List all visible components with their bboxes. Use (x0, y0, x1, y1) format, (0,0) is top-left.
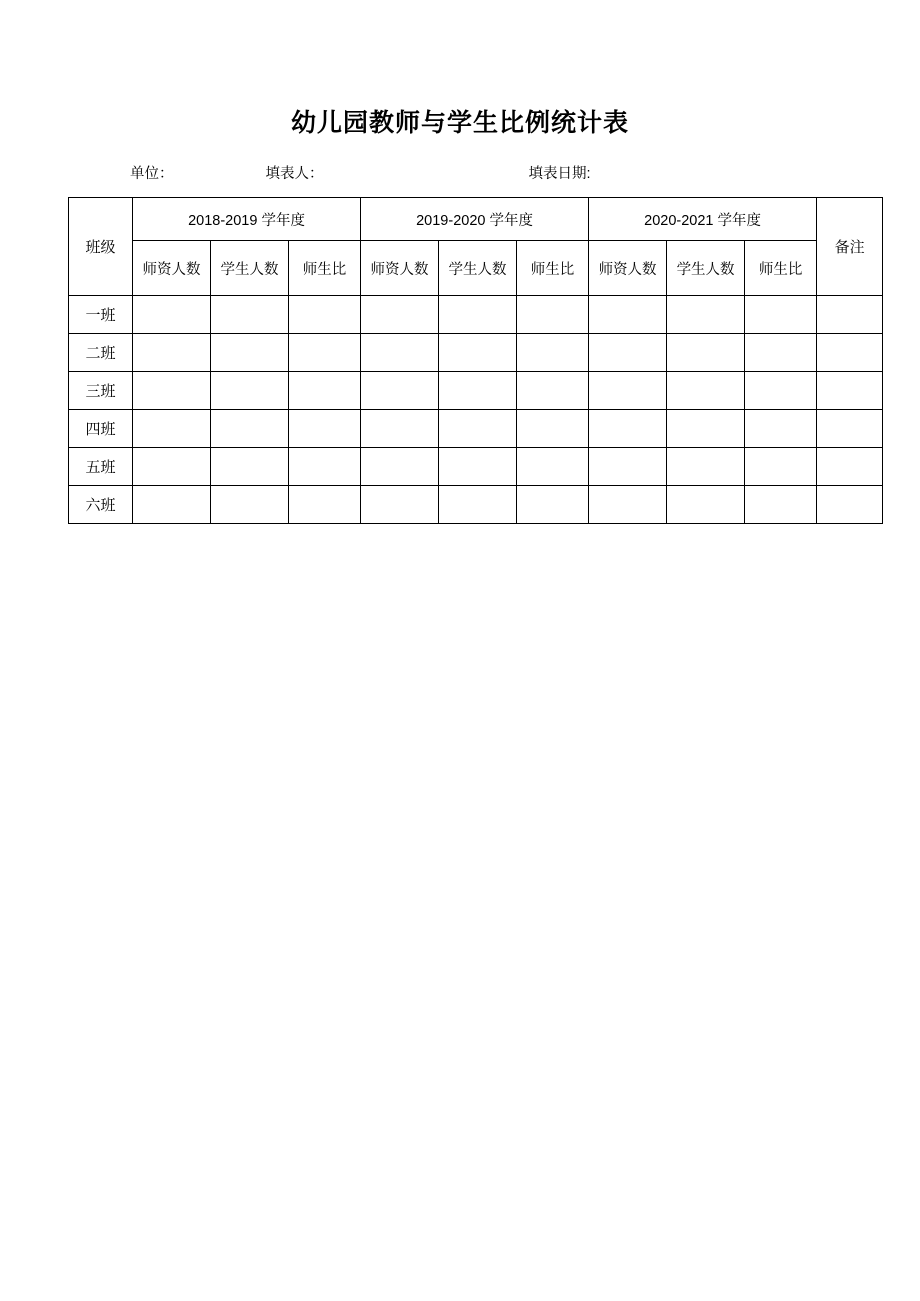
cell-teachers-2018-class-4[interactable] (133, 410, 211, 448)
header-teachers-2019: 师资人数 (361, 241, 439, 296)
cell-teachers-2019-class-4[interactable] (361, 410, 439, 448)
header-year-2019-2020: 2019-2020 学年度 (361, 198, 589, 241)
cell-students-2019-class-2[interactable] (439, 334, 517, 372)
cell-students-2019-class-4[interactable] (439, 410, 517, 448)
header-remark: 备注 (817, 198, 883, 296)
table-row (69, 410, 883, 448)
cell-students-2019-class-6[interactable] (439, 486, 517, 524)
statistics-table-wrapper (0, 197, 920, 524)
cell-teachers-2018-class-6[interactable] (133, 486, 211, 524)
cell-students-2019-class-5[interactable] (439, 448, 517, 486)
cell-teachers-2018-class-5[interactable] (133, 448, 211, 486)
cell-remark-class-4[interactable] (817, 410, 883, 448)
header-ratio-2020: 师生比 (745, 241, 817, 296)
header-teachers-2020: 师资人数 (589, 241, 667, 296)
table-row (69, 296, 883, 334)
cell-teachers-2019-class-3[interactable] (361, 372, 439, 410)
cell-students-2018-class-4[interactable] (211, 410, 289, 448)
cell-ratio-2018-class-6[interactable] (289, 486, 361, 524)
cell-students-2018-class-5[interactable] (211, 448, 289, 486)
table-body (69, 296, 883, 524)
cell-students-2020-class-5[interactable] (667, 448, 745, 486)
cell-ratio-2020-class-6[interactable] (745, 486, 817, 524)
table-row (69, 334, 883, 372)
cell-ratio-2020-class-2[interactable] (745, 334, 817, 372)
header-students-2018: 学生人数 (211, 241, 289, 296)
cell-teachers-2020-class-2[interactable] (589, 334, 667, 372)
cell-ratio-2018-class-3[interactable] (289, 372, 361, 410)
cell-remark-class-1[interactable] (817, 296, 883, 334)
header-ratio-2018: 师生比 (289, 241, 361, 296)
cell-students-2018-class-3[interactable] (211, 372, 289, 410)
cell-teachers-2020-class-4[interactable] (589, 410, 667, 448)
table-row (69, 448, 883, 486)
cell-ratio-2019-class-6[interactable] (517, 486, 589, 524)
cell-ratio-2019-class-1[interactable] (517, 296, 589, 334)
row-label-class-4: 四班 (69, 410, 133, 448)
header-students-2020: 学生人数 (667, 241, 745, 296)
cell-ratio-2018-class-5[interactable] (289, 448, 361, 486)
cell-ratio-2019-class-5[interactable] (517, 448, 589, 486)
header-class: 班级 (69, 198, 133, 296)
table-row (69, 372, 883, 410)
cell-ratio-2020-class-1[interactable] (745, 296, 817, 334)
cell-ratio-2018-class-2[interactable] (289, 334, 361, 372)
header-students-2019: 学生人数 (439, 241, 517, 296)
cell-teachers-2019-class-5[interactable] (361, 448, 439, 486)
cell-ratio-2019-class-3[interactable] (517, 372, 589, 410)
cell-ratio-2018-class-1[interactable] (289, 296, 361, 334)
cell-teachers-2019-class-2[interactable] (361, 334, 439, 372)
cell-remark-class-5[interactable] (817, 448, 883, 486)
row-label-class-1: 一班 (69, 296, 133, 334)
page-title: 幼儿园教师与学生比例统计表 (290, 109, 629, 137)
cell-students-2020-class-6[interactable] (667, 486, 745, 524)
cell-ratio-2020-class-3[interactable] (745, 372, 817, 410)
cell-students-2020-class-4[interactable] (667, 410, 745, 448)
cell-teachers-2020-class-1[interactable] (589, 296, 667, 334)
cell-ratio-2019-class-2[interactable] (517, 334, 589, 372)
cell-students-2020-class-1[interactable] (667, 296, 745, 334)
cell-teachers-2018-class-2[interactable] (133, 334, 211, 372)
cell-students-2020-class-3[interactable] (667, 372, 745, 410)
cell-students-2020-class-2[interactable] (667, 334, 745, 372)
table-header-row-subs (69, 241, 883, 296)
row-label-class-5: 五班 (69, 448, 133, 486)
statistics-table (68, 197, 883, 524)
cell-students-2018-class-6[interactable] (211, 486, 289, 524)
cell-ratio-2020-class-5[interactable] (745, 448, 817, 486)
cell-ratio-2020-class-4[interactable] (745, 410, 817, 448)
header-year-2020-2021: 2020-2021 学年度 (589, 198, 817, 241)
form-meta-row (0, 162, 920, 183)
row-label-class-6: 六班 (69, 486, 133, 524)
table-row (69, 486, 883, 524)
cell-remark-class-3[interactable] (817, 372, 883, 410)
cell-ratio-2018-class-4[interactable] (289, 410, 361, 448)
cell-students-2019-class-1[interactable] (439, 296, 517, 334)
header-year-2018-2019: 2018-2019 学年度 (133, 198, 361, 241)
unit-label: 单位： (130, 166, 174, 182)
cell-remark-class-6[interactable] (817, 486, 883, 524)
row-label-class-3: 三班 (69, 372, 133, 410)
cell-students-2018-class-2[interactable] (211, 334, 289, 372)
fill-date-label: 填表日期: (528, 166, 591, 182)
cell-ratio-2019-class-4[interactable] (517, 410, 589, 448)
row-label-class-2: 二班 (69, 334, 133, 372)
filler-person-label: 填表人： (265, 166, 324, 182)
cell-teachers-2020-class-6[interactable] (589, 486, 667, 524)
table-header-row-years (69, 198, 883, 241)
cell-teachers-2020-class-3[interactable] (589, 372, 667, 410)
cell-students-2019-class-3[interactable] (439, 372, 517, 410)
header-ratio-2019: 师生比 (517, 241, 589, 296)
cell-teachers-2020-class-5[interactable] (589, 448, 667, 486)
header-teachers-2018: 师资人数 (133, 241, 211, 296)
cell-teachers-2019-class-6[interactable] (361, 486, 439, 524)
cell-teachers-2018-class-1[interactable] (133, 296, 211, 334)
cell-teachers-2019-class-1[interactable] (361, 296, 439, 334)
cell-teachers-2018-class-3[interactable] (133, 372, 211, 410)
cell-students-2018-class-1[interactable] (211, 296, 289, 334)
cell-remark-class-2[interactable] (817, 334, 883, 372)
